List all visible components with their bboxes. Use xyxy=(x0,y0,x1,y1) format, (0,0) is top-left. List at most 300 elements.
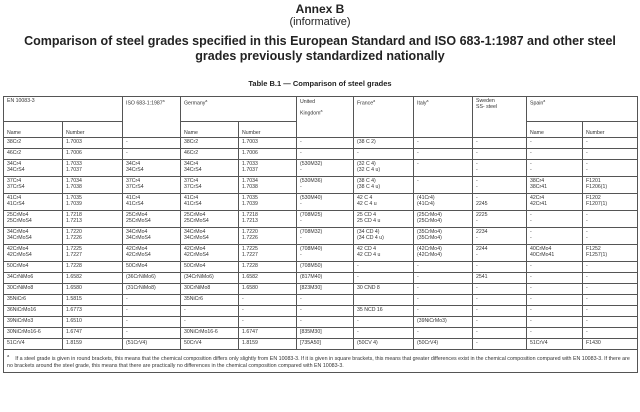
cell-uk xyxy=(297,262,354,273)
cell-en-number xyxy=(63,245,123,262)
cell-line: 1.7227 xyxy=(242,252,258,259)
table-row xyxy=(4,295,638,306)
cell-iso xyxy=(123,262,181,273)
cell-line: 34CrS4 xyxy=(184,167,202,174)
cell-line: - xyxy=(242,307,244,313)
cell-de-number xyxy=(239,138,297,149)
cell-iso xyxy=(123,160,181,177)
cell-line: - xyxy=(586,139,588,145)
cell-line: 50CrV4 xyxy=(184,340,202,346)
cell-line: 35NiCr6 xyxy=(184,296,204,302)
cell-line: 34CrS4 xyxy=(7,167,25,174)
cell-line: 1.6582 xyxy=(242,274,258,280)
header-en-name: Name xyxy=(4,122,63,138)
cell-de-name xyxy=(181,149,239,160)
cell-it xyxy=(414,317,473,328)
cell-line: 34CrMoS4 xyxy=(126,235,151,242)
cell-es-name xyxy=(527,194,583,211)
header-france: France$^a$ xyxy=(354,97,414,138)
cell-line: - xyxy=(476,318,478,324)
cell-line: 1.7003 xyxy=(66,139,82,145)
cell-line: 38Cr41 xyxy=(530,184,548,191)
header-sweden: Sweden SS- steel xyxy=(473,97,527,138)
cell-line: - xyxy=(530,263,532,269)
cell-es-name xyxy=(527,177,583,194)
cell-se xyxy=(473,295,527,306)
cell-uk xyxy=(297,177,354,194)
cell-de-name xyxy=(181,245,239,262)
cell-es-number xyxy=(583,284,638,295)
cell-line: 1.6582 xyxy=(66,274,82,280)
cell-de-number xyxy=(239,262,297,273)
header-row-groups xyxy=(4,97,638,122)
cell-en-number xyxy=(63,262,123,273)
cell-line: - xyxy=(417,307,419,313)
cell-fr xyxy=(354,211,414,228)
cell-fr xyxy=(354,160,414,177)
cell-line: (25CrMo4) xyxy=(417,218,442,225)
cell-es-name xyxy=(527,284,583,295)
cell-line: 34CrMo4 xyxy=(184,229,206,235)
cell-line: - xyxy=(586,329,588,335)
cell-uk xyxy=(297,228,354,245)
cell-de-number xyxy=(239,317,297,328)
header-en-number: Number xyxy=(63,122,123,138)
cell-line: - xyxy=(357,318,359,324)
cell-line: - xyxy=(126,150,128,156)
cell-fr xyxy=(354,317,414,328)
table-row xyxy=(4,339,638,350)
cell-line: - xyxy=(530,161,532,167)
cell-line: 1.7228 xyxy=(242,263,258,269)
cell-es-name xyxy=(527,211,583,228)
cell-de-number xyxy=(239,245,297,262)
cell-line: - xyxy=(476,150,478,156)
cell-line: (34CrNiMo6) xyxy=(184,274,214,280)
cell-en-name xyxy=(4,211,63,228)
cell-it xyxy=(414,177,473,194)
cell-de-name xyxy=(181,138,239,149)
cell-line: 1.7226 xyxy=(66,235,82,242)
cell-line: F1252 xyxy=(586,246,601,252)
cell-en-number xyxy=(63,295,123,306)
cell-fr xyxy=(354,138,414,149)
cell-iso xyxy=(123,284,181,295)
cell-line: - xyxy=(417,296,419,302)
cell-es-number xyxy=(583,228,638,245)
cell-line: 51CrV4 xyxy=(7,340,25,346)
cell-line: F1430 xyxy=(586,340,601,346)
cell-line: 42CrMoS4 xyxy=(126,252,151,259)
cell-fr xyxy=(354,273,414,284)
cell-line: (817M40) xyxy=(300,274,323,280)
cell-line: 25 CD 4 u xyxy=(357,218,381,225)
cell-line: - xyxy=(126,139,128,145)
cell-es-name xyxy=(527,295,583,306)
cell-uk xyxy=(297,328,354,339)
cell-line: 1.7035 xyxy=(66,195,82,201)
cell-es-name xyxy=(527,262,583,273)
cell-es-number xyxy=(583,273,638,284)
table-row xyxy=(4,317,638,328)
cell-line: 42CrMo4 xyxy=(184,246,206,252)
cell-line: (42CrMo4) xyxy=(417,246,442,252)
footnote-mark: a xyxy=(7,353,10,358)
cell-iso xyxy=(123,194,181,211)
cell-line: 36NiCrMo16 xyxy=(7,307,37,313)
cell-en-name xyxy=(4,245,63,262)
cell-de-name xyxy=(181,273,239,284)
cell-line: - xyxy=(476,184,478,191)
cell-de-number xyxy=(239,228,297,245)
cell-line: (39NiCrMo3) xyxy=(417,318,447,324)
cell-line: 51CrV4 xyxy=(530,340,548,346)
cell-line: 41CrS4 xyxy=(184,201,202,208)
cell-line: - xyxy=(300,201,302,208)
cell-fr xyxy=(354,262,414,273)
cell-line: 1.7037 xyxy=(242,167,258,174)
cell-line: 1.7213 xyxy=(242,218,258,225)
cell-line: 42CrMo4 xyxy=(7,246,29,252)
cell-line: - xyxy=(586,235,588,242)
cell-es-name xyxy=(527,339,583,350)
cell-en-name xyxy=(4,160,63,177)
cell-uk xyxy=(297,211,354,228)
cell-de-name xyxy=(181,177,239,194)
cell-line: 37Cr4 xyxy=(184,178,199,184)
cell-line: 1.7038 xyxy=(66,184,82,191)
cell-line: (25CrMo4) xyxy=(417,212,442,218)
cell-line: - xyxy=(357,150,359,156)
cell-line: F1257(1) xyxy=(586,252,608,259)
cell-line: 50CrMo4 xyxy=(184,263,206,269)
cell-line: 1.7033 xyxy=(242,161,258,167)
cell-line: - xyxy=(417,161,419,167)
cell-line: 1.8159 xyxy=(242,340,258,346)
cell-line: - xyxy=(300,150,302,156)
cell-line: (51CrV4) xyxy=(126,340,148,346)
cell-line: - xyxy=(476,195,478,201)
cell-line: 42 C 4 u xyxy=(357,201,377,208)
cell-line: 30CrNiMo8 xyxy=(184,285,211,291)
cell-line: - xyxy=(300,296,302,302)
cell-es-number xyxy=(583,160,638,177)
cell-line: 34CrMo4 xyxy=(126,229,148,235)
cell-line: (34 CD 4 u) xyxy=(357,235,384,242)
cell-line: 1.6747 xyxy=(66,329,82,335)
cell-line: - xyxy=(530,150,532,156)
cell-uk xyxy=(297,138,354,149)
cell-line: 34Cr4 xyxy=(184,161,199,167)
cell-line: - xyxy=(300,167,302,174)
cell-fr xyxy=(354,149,414,160)
cell-line: - xyxy=(126,307,128,313)
cell-it xyxy=(414,339,473,350)
cell-line: 50CrMo4 xyxy=(7,263,29,269)
cell-line: (530M40) xyxy=(300,195,323,201)
cell-line: 30NiCrMo16-6 xyxy=(184,329,218,335)
cell-line: - xyxy=(357,274,359,280)
cell-line: - xyxy=(126,296,128,302)
cell-en-name xyxy=(4,273,63,284)
cell-es-name xyxy=(527,317,583,328)
cell-line: - xyxy=(357,329,359,335)
cell-line: 30NiCrMo16-6 xyxy=(7,329,41,335)
cell-line: 1.5815 xyxy=(66,296,82,302)
cell-line: 1.6773 xyxy=(66,307,82,313)
cell-es-name xyxy=(527,328,583,339)
cell-uk xyxy=(297,306,354,317)
table-row xyxy=(4,194,638,211)
footnote-text: If a steel grade is given in round brackets, this means that the chemical composition differs only slightly from EN 10083-3. If it is given in square brackets, this means that greater differences exist in the chemical composition compared with EN 10083-3. If there are no brackets around the steel grade, this means that there are practically no differences in the chemical composition compared with EN 10083-3. xyxy=(7,355,630,369)
cell-line: 1.7218 xyxy=(66,212,82,218)
cell-line: 37Cr4 xyxy=(126,178,141,184)
cell-iso xyxy=(123,328,181,339)
cell-line: 41CrS4 xyxy=(126,201,144,208)
cell-line: 37CrS4 xyxy=(184,184,202,191)
cell-line: 42CrMoS4 xyxy=(7,252,32,259)
cell-en-name xyxy=(4,295,63,306)
cell-line: 41Cr4 xyxy=(7,195,22,201)
annex-type: (informative) xyxy=(289,16,351,28)
cell-line: (41Cr4) xyxy=(417,195,435,201)
table-body xyxy=(4,138,638,350)
cell-it xyxy=(414,273,473,284)
cell-line: - xyxy=(300,252,302,259)
cell-line: 25CrMoS4 xyxy=(7,218,32,225)
cell-es-number xyxy=(583,138,638,149)
cell-line: 1.7220 xyxy=(242,229,258,235)
cell-es-number xyxy=(583,339,638,350)
table-row xyxy=(4,149,638,160)
table-row xyxy=(4,284,638,295)
cell-line: - xyxy=(300,139,302,145)
cell-es-number xyxy=(583,306,638,317)
cell-line: 35 NCD 16 xyxy=(357,307,383,313)
cell-se xyxy=(473,194,527,211)
cell-line: 1.7037 xyxy=(66,167,82,174)
cell-line: - xyxy=(184,307,186,313)
cell-line: (530M36) xyxy=(300,178,323,184)
cell-en-name xyxy=(4,228,63,245)
cell-line: - xyxy=(476,178,478,184)
cell-line: 42 CD 4 u xyxy=(357,252,381,259)
cell-line: 1.7038 xyxy=(242,184,258,191)
cell-line: (708M25) xyxy=(300,212,323,218)
cell-en-number xyxy=(63,339,123,350)
cell-fr xyxy=(354,194,414,211)
cell-se xyxy=(473,328,527,339)
cell-line: - xyxy=(530,285,532,291)
cell-line: - xyxy=(300,235,302,242)
cell-line: 46Cr2 xyxy=(7,150,22,156)
cell-line: 1.6580 xyxy=(242,285,258,291)
cell-uk xyxy=(297,160,354,177)
cell-iso xyxy=(123,245,181,262)
cell-en-name xyxy=(4,149,63,160)
cell-line: - xyxy=(586,161,588,167)
cell-line: - xyxy=(476,252,478,259)
cell-uk xyxy=(297,273,354,284)
cell-iso xyxy=(123,211,181,228)
table-row xyxy=(4,328,638,339)
cell-line: 34CrS4 xyxy=(126,167,144,174)
cell-line: (38 C 4 u) xyxy=(357,184,381,191)
cell-line: 34CrMoS4 xyxy=(7,235,32,242)
cell-line: (708M40) xyxy=(300,246,323,252)
cell-line: - xyxy=(476,235,478,242)
cell-line: - xyxy=(242,318,244,324)
cell-it xyxy=(414,262,473,273)
cell-de-name xyxy=(181,339,239,350)
cell-uk xyxy=(297,339,354,350)
cell-de-number xyxy=(239,328,297,339)
cell-line: 1.7006 xyxy=(66,150,82,156)
header-germany: Germany$^a$ xyxy=(181,97,297,122)
header-en-10083-3: EN 10083-3 xyxy=(4,97,123,122)
table-row xyxy=(4,245,638,262)
cell-line: 42Cr41 xyxy=(530,201,548,208)
cell-line: 41Cr4 xyxy=(126,195,141,201)
cell-en-number xyxy=(63,273,123,284)
cell-se xyxy=(473,211,527,228)
cell-line: (38 C 4) xyxy=(357,178,376,184)
cell-se xyxy=(473,306,527,317)
cell-es-name xyxy=(527,160,583,177)
cell-iso xyxy=(123,317,181,328)
cell-en-number xyxy=(63,211,123,228)
cell-es-name xyxy=(527,273,583,284)
cell-es-number xyxy=(583,177,638,194)
cell-line: (32 C 4) xyxy=(357,161,376,167)
cell-de-name xyxy=(181,262,239,273)
table-row xyxy=(4,228,638,245)
cell-line: - xyxy=(530,329,532,335)
cell-line: - xyxy=(300,307,302,313)
cell-iso xyxy=(123,149,181,160)
cell-line: 1.6580 xyxy=(66,285,82,291)
cell-it xyxy=(414,138,473,149)
cell-line: (32 C 4 u) xyxy=(357,167,381,174)
cell-fr xyxy=(354,284,414,295)
cell-line: 1.7034 xyxy=(66,178,82,184)
cell-line: F1202 xyxy=(586,195,601,201)
cell-fr xyxy=(354,306,414,317)
cell-se xyxy=(473,149,527,160)
cell-es-name xyxy=(527,149,583,160)
cell-line: - xyxy=(417,329,419,335)
cell-se xyxy=(473,284,527,295)
cell-it xyxy=(414,211,473,228)
cell-line: 30 CND 8 xyxy=(357,285,380,291)
cell-line: 41Cr4 xyxy=(184,195,199,201)
cell-en-name xyxy=(4,306,63,317)
cell-line: - xyxy=(530,218,532,225)
cell-it xyxy=(414,149,473,160)
cell-es-number xyxy=(583,262,638,273)
cell-it xyxy=(414,306,473,317)
table-row xyxy=(4,177,638,194)
cell-de-number xyxy=(239,306,297,317)
cell-en-name xyxy=(4,328,63,339)
cell-line: 25CrMo4 xyxy=(126,212,148,218)
cell-de-name xyxy=(181,306,239,317)
cell-line: - xyxy=(476,161,478,167)
cell-iso xyxy=(123,228,181,245)
cell-line: 1.6747 xyxy=(242,329,258,335)
cell-line: (38 C 2) xyxy=(357,139,376,145)
cell-iso xyxy=(123,339,181,350)
cell-line: - xyxy=(417,150,419,156)
cell-line: 1.7226 xyxy=(242,235,258,242)
cell-de-name xyxy=(181,228,239,245)
cell-line: - xyxy=(586,167,588,174)
cell-de-number xyxy=(239,177,297,194)
cell-es-number xyxy=(583,317,638,328)
cell-en-number xyxy=(63,328,123,339)
cell-it xyxy=(414,160,473,177)
cell-line: 25 CD 4 xyxy=(357,212,377,218)
cell-fr xyxy=(354,177,414,194)
cell-line: 1.7034 xyxy=(242,178,258,184)
annex-heading: Annex B xyxy=(295,2,345,16)
cell-es-name xyxy=(527,306,583,317)
cell-line: 46Cr2 xyxy=(184,150,199,156)
cell-line: 1.7003 xyxy=(242,139,258,145)
cell-se xyxy=(473,177,527,194)
header-spain: Spain$^a$ xyxy=(527,97,638,122)
cell-line: 42CrMoS4 xyxy=(184,252,209,259)
cell-line: - xyxy=(586,307,588,313)
cell-line: - xyxy=(586,296,588,302)
cell-line: 34Cr4 xyxy=(126,161,141,167)
cell-fr xyxy=(354,328,414,339)
cell-es-name xyxy=(527,138,583,149)
cell-es-number xyxy=(583,328,638,339)
cell-line: 1.7227 xyxy=(66,252,82,259)
cell-line: - xyxy=(586,285,588,291)
cell-iso xyxy=(123,138,181,149)
cell-line: - xyxy=(476,263,478,269)
cell-line: - xyxy=(300,184,302,191)
cell-line: 1.7006 xyxy=(242,150,258,156)
cell-line: 1.7228 xyxy=(66,263,82,269)
cell-de-number xyxy=(239,149,297,160)
header-es-number: Number xyxy=(583,122,638,138)
cell-line: 1.7220 xyxy=(66,229,82,235)
header-uk: United Kingdom$^a$ xyxy=(297,97,354,138)
cell-line: - xyxy=(586,274,588,280)
header-es-name: Name xyxy=(527,122,583,138)
cell-line: - xyxy=(530,307,532,313)
cell-it xyxy=(414,194,473,211)
cell-line: [735A50] xyxy=(300,340,321,346)
cell-line: - xyxy=(300,318,302,324)
cell-en-name xyxy=(4,317,63,328)
cell-line: 42 CD 4 xyxy=(357,246,377,252)
cell-es-name xyxy=(527,228,583,245)
cell-line: - xyxy=(586,318,588,324)
header-italy: Italy$^a$ xyxy=(414,97,473,138)
cell-line: 42Cr4 xyxy=(530,195,545,201)
cell-line: (50CrV4) xyxy=(417,340,439,346)
steel-grades-table xyxy=(3,96,638,373)
cell-line: 1.8159 xyxy=(66,340,82,346)
cell-line: 40CrMo41 xyxy=(530,252,555,259)
document-title: Comparison of steel grades specified in this European Standard and ISO 683-1:1987 and other steel grades previously standardized nationally xyxy=(24,34,616,63)
cell-line: F1201 xyxy=(586,178,601,184)
cell-line: - xyxy=(417,263,419,269)
